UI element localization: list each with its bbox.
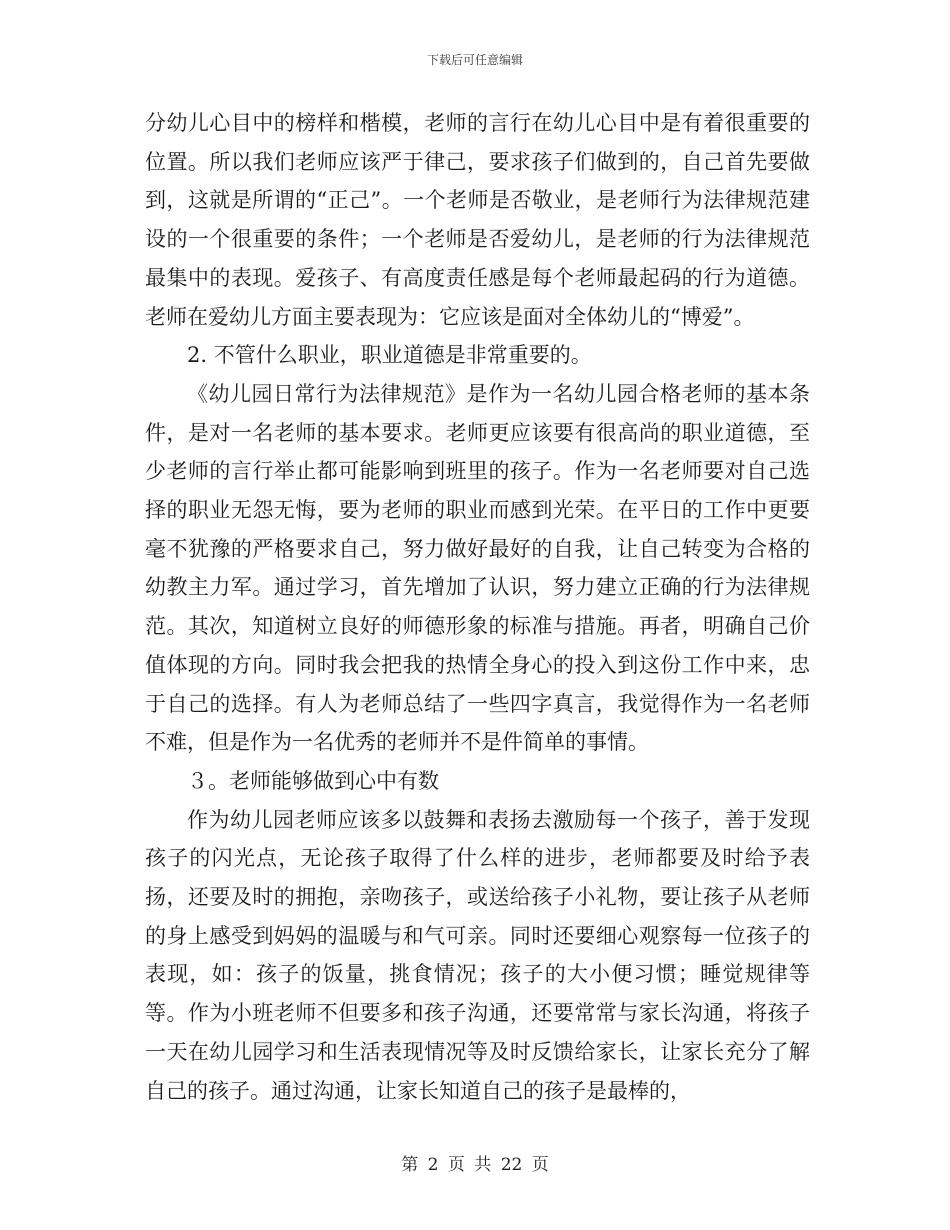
paragraph-encouragement: 作为幼儿园老师应该多以鼓舞和表扬去激励每一个孩子，善于发现孩子的闪光点，无论孩子取得了什么样的进步，老师都要及时给予表扬，还要及时的拥抱，亲吻孩子，或送给孩子小礼物，要让孩子从老师的身上感受到妈妈的温暖与和气可亲。同时还要细心观察每一位孩子的表现，如：孩子的饭量，挑食情况；孩子的大小便习惯；睡觉规律等等。作为小班老师不但要多和孩子沟通，还要常常与家长沟通，将孩子一天在幼儿园学习和生活表现情况等及时反馈给家长，让家长充分了解自己的孩子。通过沟通，让家长知道自己的孩子是最棒的，	[145, 807, 810, 1103]
section-heading-3: ３。老师能够做到心中有数	[187, 768, 439, 793]
section-heading-2: 2. 不管什么职业，职业道德是非常重要的。	[187, 343, 592, 368]
paragraph-continuation: 分幼儿心目中的榜样和楷模，老师的言行在幼儿心目中是有着很重要的位置。所以我们老师应该严于律己，要求孩子们做到的，自己首先要做到，这就是所谓的“正己”。一个老师是否敬业，是老师行为法律规范建设的一个很重要的条件；一个老师是否爱幼儿，是老师的行为法律规范最集中的表现。爱孩子、有高度责任感是每个老师最起码的行为道德。老师在爱幼儿方面主要表现为：它应该是面对全体幼儿的“博爱”。	[145, 111, 810, 329]
paragraph-professional-ethics: 《幼儿园日常行为法律规范》是作为一名幼儿园合格老师的基本条件，是对一名老师的基本要求。老师更应该要有很高尚的职业道德，至少老师的言行举止都可能影响到班里的孩子。作为一名老师要对自己选择的职业无怨无悔，要为老师的职业而感到光荣。在平日的工作中更要毫不犹豫的严格要求自己，努力做好最好的自我，让自己转变为合格的幼教主力军。通过学习，首先增加了认识，努力建立正确的行为法律规范。其次，知道树立良好的师德形象的标准与措施。再者，明确自己价值体现的方向。同时我会把我的热情全身心的投入到这份工作中来，忠于自己的选择。有人为老师总结了一些四字真言，我觉得作为一名老师不难，但是作为一名优秀的老师并不是件简单的事情。	[145, 381, 810, 755]
document-body	[145, 104, 810, 1110]
page-number-footer: 第 2 页 共 22 页	[401, 1155, 549, 1175]
page-header: 下载后可任意编辑	[426, 53, 523, 67]
